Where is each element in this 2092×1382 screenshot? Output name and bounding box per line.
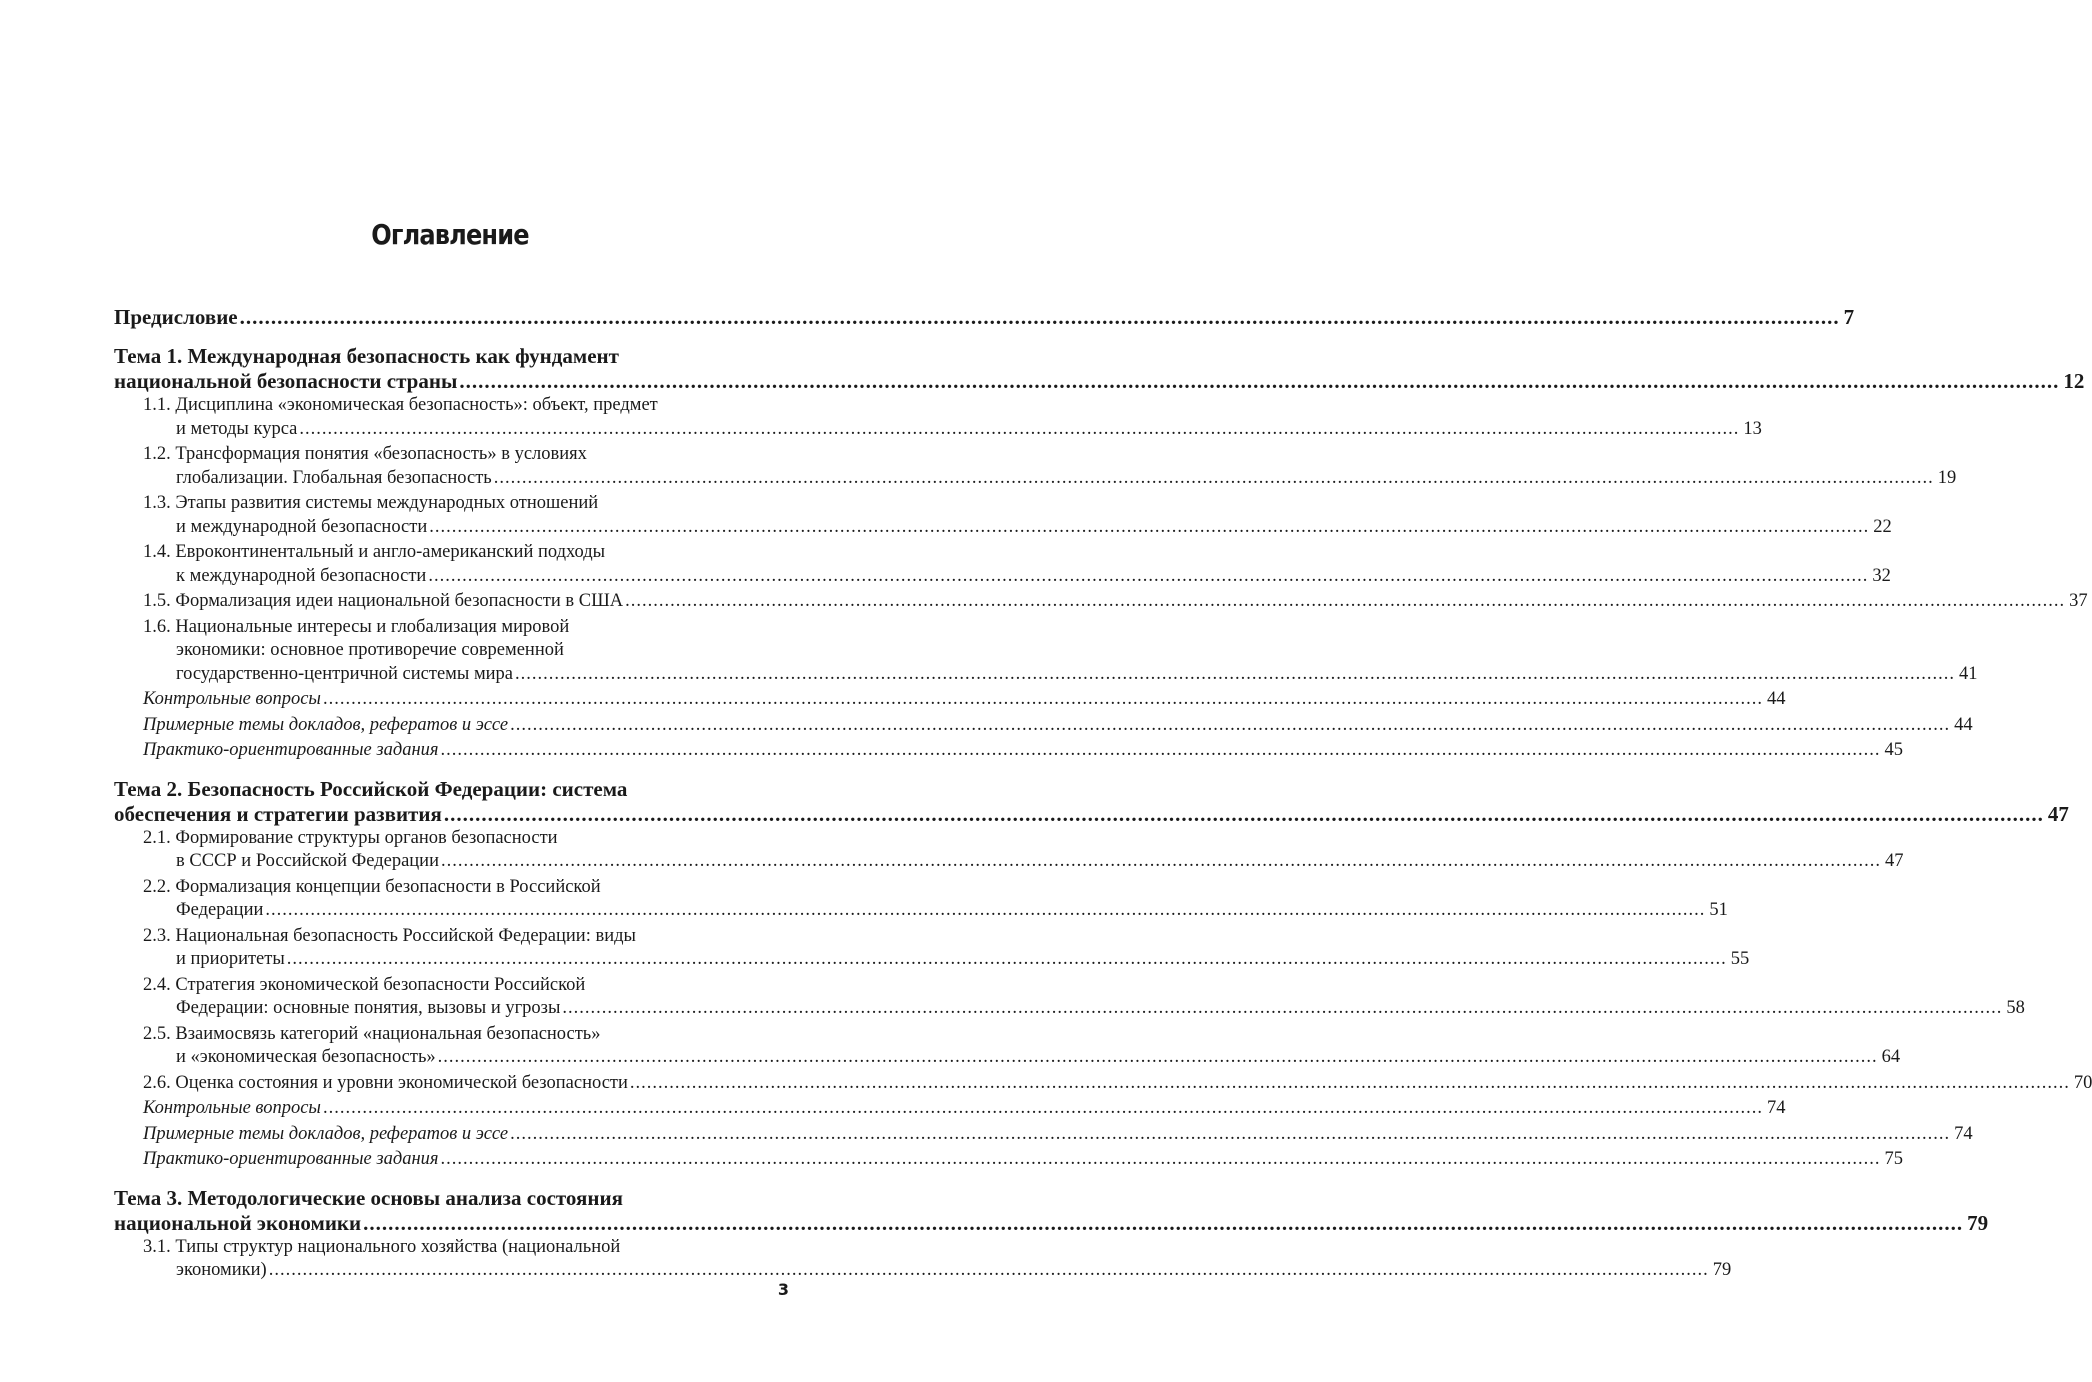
toc-entry-topics-2[interactable] xyxy=(114,1123,1973,1147)
toc-entry-label: 2.6. Оценка состояния и уровни экономической безопасности xyxy=(143,1072,628,1093)
toc-entry-section-2-6[interactable] xyxy=(114,1072,2092,1096)
toc-entry-label: 1.3. Этапы развития системы международных отношений xyxy=(143,493,599,513)
toc-entry-label: Тема 1. Международная безопасность как фундамент xyxy=(114,344,619,368)
dot-leader xyxy=(265,899,1705,923)
toc-page-number: 79 xyxy=(1712,1260,1732,1280)
dot-leader xyxy=(440,739,1880,763)
dot-leader xyxy=(428,565,1868,589)
dot-leader xyxy=(494,467,1934,491)
toc-entry-chapter-3[interactable] xyxy=(114,1185,1989,1236)
dot-leader xyxy=(269,1259,1709,1283)
toc-page-number: 13 xyxy=(1743,418,1762,439)
toc-page-number: 7 xyxy=(1843,305,1855,329)
toc-entry-label: Предисловие xyxy=(114,305,238,329)
toc-page-number: 64 xyxy=(1881,1047,1901,1067)
toc-chapter-1 xyxy=(114,344,2088,763)
toc-page-number: 41 xyxy=(1959,663,1978,684)
toc-page-number: 12 xyxy=(2063,369,2085,393)
dot-leader xyxy=(444,802,2044,827)
toc-entry-section-1-1[interactable] xyxy=(114,394,1762,441)
toc-chapter-3 xyxy=(114,1185,1989,1283)
dot-leader xyxy=(363,1211,1963,1236)
toc-entry-section-1-2[interactable] xyxy=(114,443,1957,490)
toc-page-number: 51 xyxy=(1709,900,1728,920)
toc-page-number: 45 xyxy=(1884,740,1903,760)
toc-page-number: 47 xyxy=(1884,851,1904,871)
toc-entry-label: 1.4. Евроконтинентальный и англо-американский подходы xyxy=(143,542,606,562)
dot-leader xyxy=(240,305,1840,330)
toc-entry-label: национальной экономики xyxy=(114,1210,362,1235)
toc-entry-label: Контрольные вопросы xyxy=(143,689,321,709)
toc-entry-label: и приоритеты xyxy=(176,949,285,969)
toc-entry-section-2-1[interactable] xyxy=(114,827,1904,874)
toc-entry-label: к международной безопасности xyxy=(176,565,427,586)
toc-entry-label: Практико-ориентированные задания xyxy=(143,1149,439,1169)
toc-entry-label: в СССР и Российской Федерации xyxy=(176,851,439,871)
toc-page-number: 75 xyxy=(1884,1149,1903,1169)
toc-entry-label: Тема 3. Методологические основы анализа состояния xyxy=(114,1185,623,1210)
toc-entry-topics-1[interactable] xyxy=(114,714,1973,738)
dot-leader xyxy=(323,1097,1763,1121)
dot-leader xyxy=(459,369,2059,394)
toc-entry-label: обеспечения и стратегии развития xyxy=(114,801,442,826)
toc-page-number: 74 xyxy=(1766,1098,1786,1118)
toc-entry-label: 2.4. Стратегия экономической безопасности Российской xyxy=(143,974,586,995)
page-number: 3 xyxy=(777,1280,789,1299)
toc-entry-questions-2[interactable] xyxy=(114,1097,1786,1121)
toc-entry-tasks-2[interactable] xyxy=(114,1148,1903,1172)
toc-entry-label: Примерные темы докладов, рефератов и эссе xyxy=(143,1123,509,1144)
toc-entry-label: 1.5. Формализация идеи национальной безопасности в США xyxy=(143,591,624,611)
toc-page-number: 19 xyxy=(1937,467,1957,488)
toc-entry-label: 1.6. Национальные интересы и глобализация мировой xyxy=(143,616,570,637)
toc-entry-label: экономики) xyxy=(176,1260,267,1280)
toc-page-number: 47 xyxy=(2047,801,2069,826)
toc-page-number: 58 xyxy=(2006,998,2025,1018)
toc-page-number: 74 xyxy=(1954,1123,1973,1144)
toc-entry-label: Контрольные вопросы xyxy=(143,1098,321,1118)
toc-entry-label: национальной безопасности страны xyxy=(114,369,458,393)
dot-leader xyxy=(510,1123,1950,1147)
toc-entry-label: Практико-ориентированные задания xyxy=(143,740,439,760)
table-of-contents xyxy=(114,305,2092,1283)
toc-entry-section-2-5[interactable] xyxy=(114,1023,1901,1070)
toc-entry-label: Тема 2. Безопасность Российской Федерации: система xyxy=(114,776,628,801)
toc-entry-section-2-2[interactable] xyxy=(114,876,1728,923)
dot-leader xyxy=(429,516,1869,540)
dot-leader xyxy=(438,1046,1878,1070)
toc-entry-section-1-3[interactable] xyxy=(114,492,1892,539)
toc-entry-questions-1[interactable] xyxy=(114,688,1786,712)
dot-leader xyxy=(630,1072,2070,1096)
toc-page-number: 79 xyxy=(1967,1210,1989,1235)
toc-entry-chapter-2[interactable] xyxy=(114,776,2069,827)
toc-page-number: 32 xyxy=(1872,565,1891,586)
toc-entry-label: 2.1. Формирование структуры органов безопасности xyxy=(143,827,558,848)
toc-entry-label: 3.1. Типы структур национального хозяйства (национальной xyxy=(143,1236,621,1257)
toc-entry-label: глобализации. Глобальная безопасность xyxy=(176,467,492,488)
toc-entry-section-1-5[interactable] xyxy=(114,590,2088,614)
dot-leader xyxy=(287,948,1727,972)
toc-entry-section-1-6[interactable] xyxy=(114,616,1978,687)
dot-leader xyxy=(515,663,1955,687)
page-title: Оглавление xyxy=(371,218,529,251)
toc-page-number: 70 xyxy=(2073,1072,2092,1093)
toc-chapter-2 xyxy=(114,776,2092,1172)
dot-leader xyxy=(299,418,1739,442)
toc-entry-tasks-1[interactable] xyxy=(114,739,1903,763)
toc-page-number: 22 xyxy=(1873,516,1892,537)
toc-entry-label: 2.2. Формализация концепции безопасности в Российской xyxy=(143,876,601,897)
toc-entry-label: Федерации xyxy=(176,900,264,920)
toc-entry-label: 2.5. Взаимосвязь категорий «национальная безопасность» xyxy=(143,1023,601,1044)
dot-leader xyxy=(323,688,1763,712)
toc-entry-section-2-4[interactable] xyxy=(114,974,2025,1021)
dot-leader xyxy=(440,1148,1880,1172)
toc-entry-label: государственно-центричной системы мира xyxy=(176,663,514,684)
toc-entry-label: Примерные темы докладов, рефератов и эссе xyxy=(143,714,509,735)
toc-entry-section-2-3[interactable] xyxy=(114,925,1750,972)
toc-entry-label: 1.1. Дисциплина «экономическая безопасность»: объект, предмет xyxy=(143,395,658,415)
toc-page-number: 37 xyxy=(2069,591,2088,611)
toc-entry-label: экономики: основное противоречие современной xyxy=(176,640,564,660)
toc-entry-label: 2.3. Национальная безопасность Российской Федерации: виды xyxy=(143,925,636,946)
toc-page-number: 44 xyxy=(1954,714,1973,735)
toc-page-number: 55 xyxy=(1730,949,1750,969)
toc-page-number: 44 xyxy=(1766,689,1786,709)
dot-leader xyxy=(625,590,2065,614)
toc-entry-label: Федерации: основные понятия, вызовы и угрозы xyxy=(176,998,561,1018)
toc-entry-section-1-4[interactable] xyxy=(114,541,1891,588)
toc-entry-section-3-1[interactable] xyxy=(114,1236,1732,1283)
toc-entry-label: 1.2. Трансформация понятия «безопасность» в условиях xyxy=(143,444,587,464)
dot-leader xyxy=(562,997,2002,1021)
dot-leader xyxy=(441,850,1881,874)
toc-entry-label: и «экономическая безопасность» xyxy=(176,1047,436,1067)
toc-entry-chapter-1[interactable] xyxy=(114,344,2085,394)
toc-entry-label: и методы курса xyxy=(176,418,298,439)
dot-leader xyxy=(510,714,1950,738)
toc-entry-preface[interactable] xyxy=(114,305,1855,330)
toc-entry-label: и международной безопасности xyxy=(176,516,428,537)
